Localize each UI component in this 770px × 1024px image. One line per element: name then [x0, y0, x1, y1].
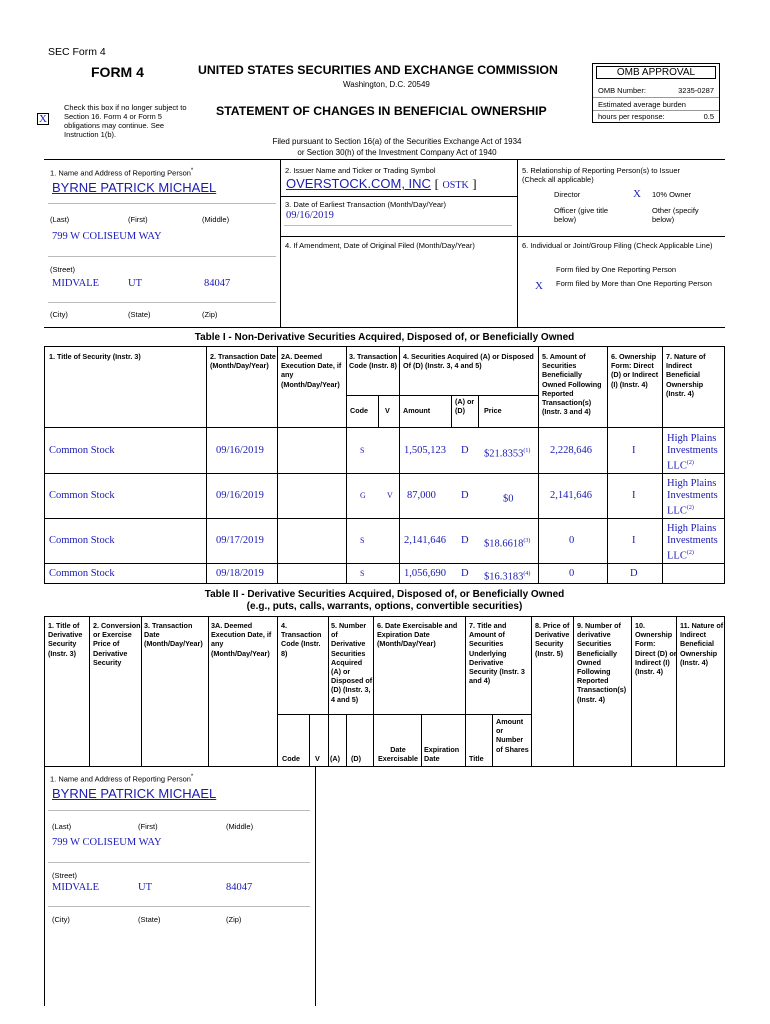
t1-h-code-sub: Code — [350, 406, 368, 415]
t2-h-v-sub: V — [315, 754, 320, 763]
rp2-last-label: (Last) — [52, 822, 72, 831]
row-nature: High Plains Investments LLC$^{(2)}$ — [667, 523, 718, 562]
t1-h-date: 2. Transaction Date (Month/Day/Year) — [210, 352, 276, 371]
row-nature: High Plains Investments LLC$^{(2)}$ — [667, 478, 718, 517]
t2-h-date-exercisable: Date Exercisable — [378, 745, 418, 764]
reporting-person-label: 1. Name and Address of Reporting Person* — [50, 168, 194, 178]
row-form: I — [632, 535, 636, 546]
row-price: $18.6618$^{(3)}$ — [484, 538, 531, 550]
street-value: 799 W COLISEUM WAY — [52, 231, 162, 242]
issuer-name[interactable]: OVERSTOCK.COM, INC — [286, 176, 431, 191]
city-value: MIDVALE — [52, 278, 100, 289]
row-title: Common Stock — [49, 568, 115, 579]
rp2-city-label: (City) — [52, 915, 70, 924]
other-label: Other (specify below) — [652, 206, 699, 224]
t2-h-d-sub: (D) — [351, 754, 361, 763]
t1-h-v-sub: V — [385, 406, 390, 415]
row-ad: D — [461, 445, 469, 456]
sec-form-label: SEC Form 4 — [48, 46, 106, 58]
more-person-mark[interactable]: X — [535, 280, 543, 292]
rp2-name[interactable]: BYRNE PATRICK MICHAEL — [52, 786, 217, 801]
row-title: Common Stock — [49, 535, 115, 546]
row-amount: 2,141,646 — [404, 535, 446, 546]
first-label: (First) — [128, 215, 148, 224]
row-date: 09/16/2019 — [216, 445, 264, 456]
commission-city: Washington, D.C. 20549 — [343, 80, 430, 89]
officer-label: Officer (give title below) — [554, 206, 609, 224]
more-person-label: Form filed by More than One Reporting Person — [556, 279, 712, 288]
rp2-middle-label: (Middle) — [226, 822, 254, 831]
ten-percent-label: 10% Owner — [652, 190, 692, 199]
row-title: Common Stock — [49, 490, 115, 501]
t2-h-deemed: 3A. Deemed Execution Date, if any (Month/Day/Year) — [211, 621, 272, 658]
t2-h-form: 10. Ownership Form: Direct (D) or Indirect (I) (Instr. 4) — [635, 621, 677, 677]
rp2-state-value: UT — [138, 882, 152, 893]
relationship-label: 5. Relationship of Reporting Person(s) to Issuer (Check all applicable) — [522, 166, 680, 184]
t1-h-title: 1. Title of Security (Instr. 3) — [49, 352, 141, 361]
t1-h-aord-sub: (A) or (D) — [455, 397, 475, 416]
rp2-street-value: 799 W COLISEUM WAY — [52, 837, 162, 848]
t2-h-owned: 9. Number of derivative Securities Beneficially Owned Following Reported Transaction(s) (Instr. 4) — [577, 621, 627, 704]
row-ad: D — [461, 568, 469, 579]
row-title: Common Stock — [49, 445, 115, 456]
row-owned: 2,141,646 — [550, 490, 592, 501]
row-code: S — [360, 446, 365, 455]
row-amount: 1,505,123 — [404, 445, 446, 456]
t1-h-deemed: 2A. Deemed Execution Date, if any (Month/Day/Year) — [281, 352, 342, 389]
street-label: (Street) — [50, 265, 76, 274]
state-label: (State) — [128, 310, 151, 319]
form-title: FORM 4 — [91, 64, 144, 80]
earliest-date: 09/16/2019 — [286, 210, 334, 221]
statement-title: STATEMENT OF CHANGES IN BENEFICIAL OWNERSHIP — [216, 104, 547, 118]
row-price: $16.3183$^{(4)}$ — [484, 571, 531, 583]
t2-h-nature: 11. Nature of Indirect Beneficial Ownership (Instr. 4) — [680, 621, 724, 667]
ticker: OSTK — [442, 180, 469, 191]
t2-h-expiration: Expiration Date — [424, 745, 460, 764]
rp2-street-label: (Street) — [52, 871, 78, 880]
row-owned: 2,228,646 — [550, 445, 592, 456]
section16-text: Check this box if no longer subject to Section 16. Form 4 or Form 5 obligations may continue. See Instruction 1(b). — [64, 103, 187, 139]
omb-hours-label: hours per response: — [598, 112, 665, 121]
row-owned: 0 — [569, 535, 575, 546]
row-form: D — [630, 568, 638, 579]
table2-title: Table II - Derivative Securities Acquired, Disposed of, or Beneficially Owned (e.g., puts, calls, warrants, options, convertible securities) — [204, 589, 565, 612]
omb-burden-label: Estimated average burden — [598, 100, 686, 109]
t2-h-code-sub: Code — [282, 754, 300, 763]
director-label: Director — [554, 190, 581, 199]
t2-h-underlying: 7. Title and Amount of Securities Underlying Derivative Security (Instr. 3 and 4) — [469, 621, 525, 686]
t2-h-a-sub: (A) — [330, 754, 340, 763]
reporting-person-name[interactable]: BYRNE PATRICK MICHAEL — [52, 180, 217, 195]
earliest-date-label: 3. Date of Earliest Transaction (Month/Day/Year) — [285, 200, 447, 209]
row-amount: 87,000 — [407, 490, 436, 501]
zip-label: (Zip) — [202, 310, 218, 319]
ten-percent-mark[interactable]: X — [633, 188, 641, 200]
filing-label: 6. Individual or Joint/Group Filing (Check Applicable Line) — [522, 241, 713, 250]
t1-h-securities: 4. Securities Acquired (A) or Disposed Of (D) (Instr. 3, 4 and 5) — [403, 352, 534, 371]
row-owned: 0 — [569, 568, 575, 579]
last-label: (Last) — [50, 215, 70, 224]
issuer-label: 2. Issuer Name and Ticker or Trading Symbol — [285, 166, 436, 175]
issuer-line: OVERSTOCK.COM, INC [ OSTK ] — [286, 176, 477, 191]
t2-h-code: 4. Transaction Code (Instr. 8) — [281, 621, 322, 658]
rp2-zip-label: (Zip) — [226, 915, 242, 924]
row-date: 09/17/2019 — [216, 535, 264, 546]
row-form: I — [632, 445, 636, 456]
row-price: $21.8353$^{(1)}$ — [484, 448, 531, 460]
t2-h-exercisable: 6. Date Exercisable and Expiration Date (Month/Day/Year) — [377, 621, 458, 649]
row-code: S — [360, 569, 365, 578]
row-v: V — [387, 491, 393, 500]
rp2-label: 1. Name and Address of Reporting Person* — [50, 774, 194, 784]
row-nature: High Plains Investments LLC$^{(2)}$ — [667, 433, 718, 472]
amendment-label: 4. If Amendment, Date of Original Filed (Month/Day/Year) — [285, 241, 475, 250]
omb-number-label: OMB Number: — [598, 86, 646, 95]
row-code: G — [360, 491, 366, 500]
omb-approval-box — [592, 63, 720, 123]
commission-title: UNITED STATES SECURITIES AND EXCHANGE COMMISSION — [198, 63, 558, 77]
t1-h-form: 6. Ownership Form: Direct (D) or Indirect (I) (Instr. 4) — [611, 352, 659, 389]
state-value: UT — [128, 278, 142, 289]
row-ad: D — [461, 535, 469, 546]
row-amount: 1,056,690 — [404, 568, 446, 579]
omb-title: OMB APPROVAL — [596, 66, 716, 79]
row-ad: D — [461, 490, 469, 501]
t1-h-code: 3. Transaction Code (Instr. 8) — [349, 352, 398, 371]
section16-checkbox[interactable]: X — [37, 113, 49, 125]
t2-h-price: 8. Price of Derivative Security (Instr. 5) — [535, 621, 570, 658]
t2-h-number: 5. Number of Derivative Securities Acquired (A) or Disposed of (D) (Instr. 3, 4 and 5) — [331, 621, 373, 704]
t2-h-date: 3. Transaction Date (Month/Day/Year) — [144, 621, 203, 649]
row-date: 09/16/2019 — [216, 490, 264, 501]
filed-line-1: Filed pursuant to Section 16(a) of the Securities Exchange Act of 1934 — [272, 137, 522, 146]
rp2-zip-value: 84047 — [226, 882, 253, 893]
rp2-city-value: MIDVALE — [52, 882, 100, 893]
row-date: 09/18/2019 — [216, 568, 264, 579]
t2-h-amount-shares: Amount or Number of Shares — [496, 717, 529, 754]
zip-value: 84047 — [204, 278, 231, 289]
omb-number: 3235-0287 — [678, 86, 714, 95]
filed-line-2: or Section 30(h) of the Investment Company Act of 1940 — [297, 148, 497, 157]
t1-h-owned: 5. Amount of Securities Beneficially Owned Following Reported Transaction(s) (Instr. 3 and 4) — [542, 352, 602, 417]
filed-pursuant — [212, 136, 582, 158]
row-code: S — [360, 536, 365, 545]
t2-h-title: 1. Title of Derivative Security (Instr. 3) — [48, 621, 83, 658]
middle-label: (Middle) — [202, 215, 230, 224]
table1-title: Table I - Non-Derivative Securities Acquired, Disposed of, or Beneficially Owned — [194, 332, 575, 343]
t2-h-conversion: 2. Conversion or Exercise Price of Derivative Security — [93, 621, 141, 667]
city-label: (City) — [50, 310, 68, 319]
rp2-state-label: (State) — [138, 915, 161, 924]
t1-h-nature: 7. Nature of Indirect Beneficial Ownership (Instr. 4) — [666, 352, 706, 398]
row-price: $0 — [503, 493, 514, 505]
t2-h-title-sub: Title — [469, 754, 484, 763]
t1-h-amount-sub: Amount — [403, 406, 431, 415]
one-person-label: Form filed by One Reporting Person — [556, 265, 677, 274]
row-form: I — [632, 490, 636, 501]
t1-h-price-sub: Price — [484, 406, 502, 415]
omb-hours: 0.5 — [703, 112, 714, 121]
rp2-first-label: (First) — [138, 822, 158, 831]
